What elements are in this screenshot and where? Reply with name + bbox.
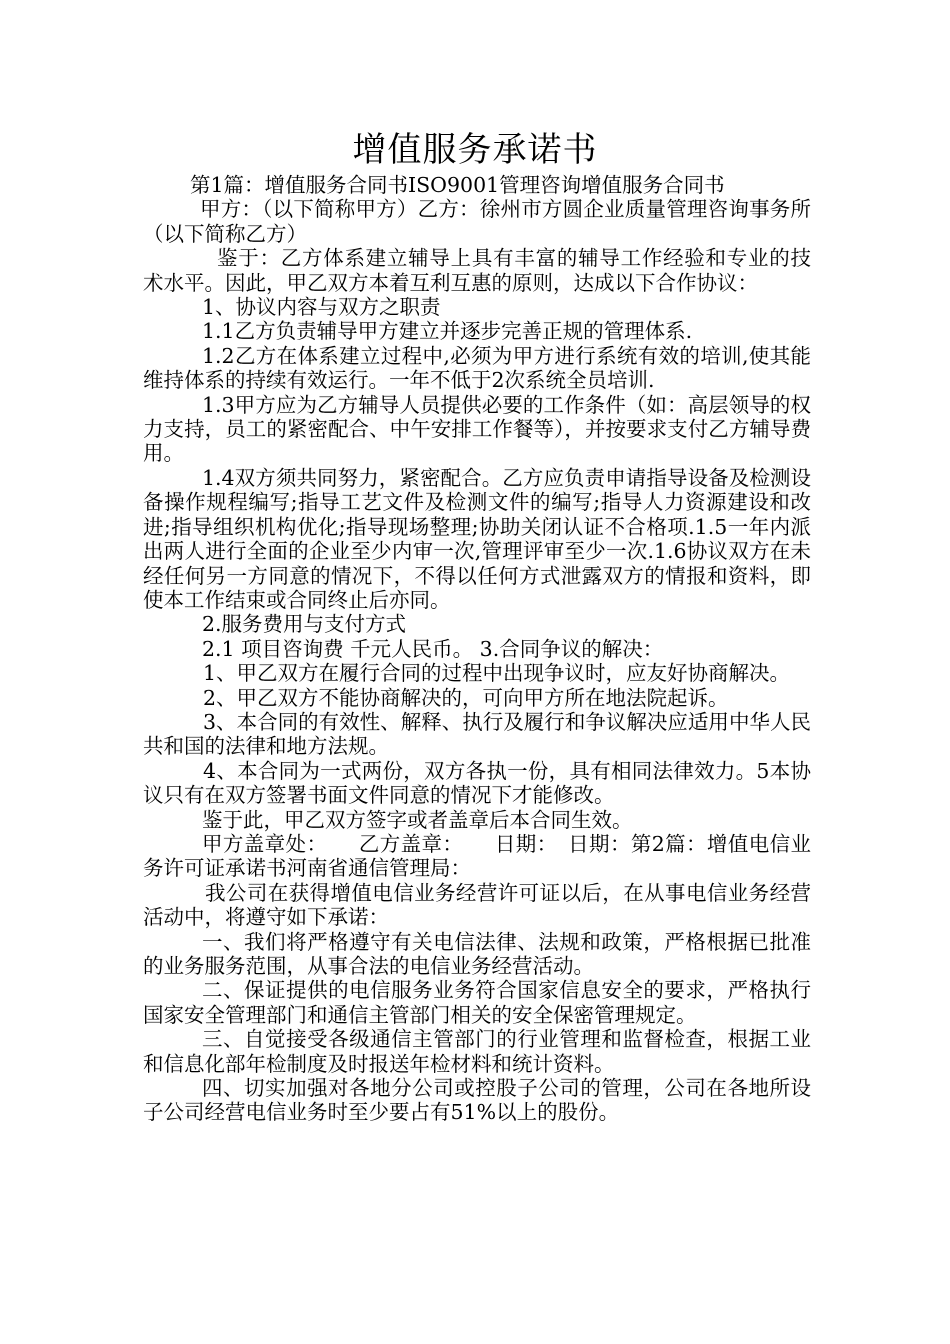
paragraph: 甲方：（以下简称甲方）乙方：徐州市方圆企业质量管理咨询事务所（以下简称乙方） bbox=[143, 197, 811, 246]
paragraph: 1、协议内容与双方之职责 bbox=[202, 295, 441, 320]
paragraph: 1.1乙方负责辅导甲方建立并逐步完善正规的管理体系. bbox=[202, 319, 693, 344]
paragraph: 第1篇：增值服务合同书ISO9001管理咨询增值服务合同书 bbox=[190, 173, 725, 197]
paragraph: 甲方盖章处： 乙方盖章： 日期： 日期：第2篇：增值电信业务许可证承诺书河南省通信管理局： bbox=[143, 831, 811, 881]
paragraph: 三、自觉接受各级通信主管部门的行业管理和监督检查，根据工业和信息化部年检制度及时报送年检材料和统计资料。 bbox=[143, 1027, 811, 1076]
paragraph: 4、本合同为一式两份，双方各执一份，具有相同法律效力。5本协议只有在双方签署书面文件同意的情况下才能修改。 bbox=[143, 758, 811, 808]
paragraph: 2.服务费用与支付方式 bbox=[202, 612, 407, 637]
paragraph: 2、甲乙双方不能协商解决的，可向甲方所在地法院起诉。 bbox=[203, 685, 729, 710]
paragraph: 鉴于：乙方体系建立辅导上具有丰富的辅导工作经验和专业的技术水平。因此，甲乙双方本着互利互惠的原则，达成以下合作协议： bbox=[143, 246, 811, 295]
paragraph: 2.1 项目咨询费 千元人民币。 3.合同争议的解决： bbox=[202, 636, 664, 661]
paragraph: 鉴于此，甲乙双方签字或者盖章后本合同生效。 bbox=[202, 807, 633, 832]
paragraph: 我公司在获得增值电信业务经营许可证以后，在从事电信业务经营活动中，将遵守如下承诺： bbox=[143, 880, 811, 930]
paragraph: 1.3甲方应为乙方辅导人员提供必要的工作条件（如：高层领导的权力支持，员工的紧密配合、中午安排工作餐等），并按要求支付乙方辅导费用。 bbox=[143, 392, 811, 466]
document-title: 增值服务承诺书 bbox=[352, 130, 598, 170]
paragraph: 四、切实加强对各地分公司或控股子公司的管理，公司在各地所设子公司经营电信业务时至少要占有51%以上的股份。 bbox=[143, 1076, 811, 1125]
paragraph: 1、甲乙双方在履行合同的过程中出现争议时，应友好协商解决。 bbox=[203, 661, 791, 686]
document-body bbox=[143, 173, 811, 1125]
paragraph: 1.4双方须共同努力，紧密配合。乙方应负责申请指导设备及检测设备操作规程编写;指导工艺文件及检测文件的编写;指导人力资源建设和改进;指导组织机构优化;指导现场整理;协助关闭认证不合格项.1.5一年内派出两人进行全面的企业至少内审一次,管理评审至少一次.1.6协议双方在未经任何另一方同意的情况下，不得以任何方式泄露双方的情报和资料，即使本工作结束或合同终止后亦同。 bbox=[143, 465, 811, 612]
paragraph: 1.2乙方在体系建立过程中,必须为甲方进行系统有效的培训,使其能维持体系的持续有效运行。一年不低于2次系统全员培训. bbox=[143, 343, 811, 393]
paragraph: 一、我们将严格遵守有关电信法律、法规和政策，严格根据已批准的业务服务范围，从事合法的电信业务经营活动。 bbox=[143, 929, 811, 978]
paragraph: 3、本合同的有效性、解释、执行及履行和争议解决应适用中华人民共和国的法律和地方法规。 bbox=[143, 709, 811, 759]
paragraph: 二、保证提供的电信服务业务符合国家信息安全的要求，严格执行国家安全管理部门和通信主管部门相关的安全保密管理规定。 bbox=[143, 978, 811, 1027]
